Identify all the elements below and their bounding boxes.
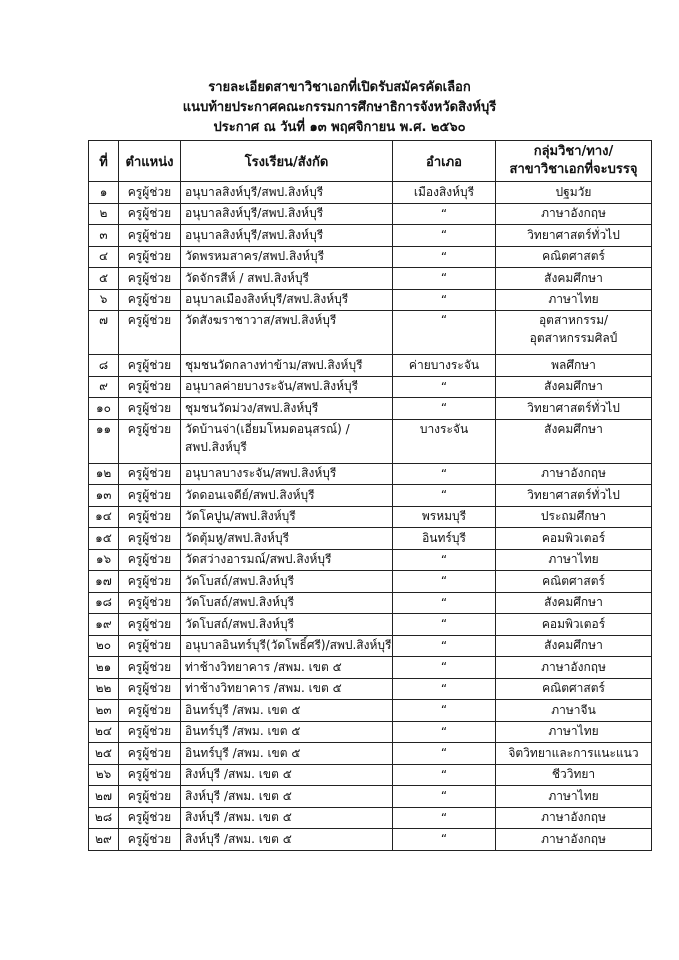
- cell-school: ท่าช้างวิทยาคาร /สพม. เขต ๕: [181, 657, 393, 679]
- cell-subject: วิทยาศาสตร์ทั่วไป: [496, 398, 652, 420]
- cell-subject: ภาษาจีน: [496, 700, 652, 722]
- cell-no: ๒๗: [89, 786, 119, 808]
- cell-subject-line1: อุตสาหกรรม/: [538, 313, 609, 327]
- cell-district: อินทร์บุรี: [393, 528, 496, 550]
- cell-school: วัดตุ้มหู/สพป.สิงห์บุรี: [181, 528, 393, 550]
- cell-subject: ภาษาอังกฤษ: [496, 807, 652, 829]
- cell-school: วัดจักรสีห์ / สพป.สิงห์บุรี: [181, 268, 393, 290]
- cell-school: สิงห์บุรี /สพม. เขต ๕: [181, 807, 393, 829]
- table-row: [89, 786, 652, 808]
- cell-no: ๒๓: [89, 700, 119, 722]
- cell-subject: ภาษาอังกฤษ: [496, 463, 652, 485]
- cell-school: อนุบาลค่ายบางระจัน/สพป.สิงห์บุรี: [181, 376, 393, 398]
- cell-district: “: [393, 829, 496, 851]
- cell-school-line1: วัดบ้านจ่า(เอี่ยมโหมดอนุสรณ์) /: [185, 421, 350, 436]
- column-header-district: อำเภอ: [393, 141, 496, 182]
- table-row: [89, 678, 652, 700]
- cell-district: บางระจัน: [393, 419, 496, 463]
- table-row: [89, 246, 652, 268]
- cell-district: ค่ายบางระจัน: [393, 355, 496, 377]
- cell-subject: คณิตศาสตร์: [496, 246, 652, 268]
- cell-district: “: [393, 786, 496, 808]
- table-row: [89, 398, 652, 420]
- cell-district: “: [393, 764, 496, 786]
- cell-position: ครูผู้ช่วย: [119, 463, 181, 485]
- cell-subject: สังคมศึกษา: [496, 376, 652, 398]
- cell-subject: พลศึกษา: [496, 355, 652, 377]
- column-header-position: ตำแหน่ง: [119, 141, 181, 182]
- cell-no: ๗: [89, 311, 119, 355]
- cell-district: “: [393, 225, 496, 247]
- cell-district: “: [393, 657, 496, 679]
- cell-district: “: [393, 376, 496, 398]
- cell-district: พรหมบุรี: [393, 506, 496, 528]
- column-header-subject-line2: สาขาวิชาเอกที่จะบรรจุ: [509, 162, 638, 177]
- cell-subject: ภาษาไทย: [496, 786, 652, 808]
- cell-position: ครูผู้ช่วย: [119, 829, 181, 851]
- table-row: [89, 485, 652, 507]
- cell-school: วัดสว่างอารมณ์/สพป.สิงห์บุรี: [181, 549, 393, 571]
- cell-subject: ประถมศึกษา: [496, 506, 652, 528]
- cell-district: “: [393, 721, 496, 743]
- cell-position: ครูผู้ช่วย: [119, 657, 181, 679]
- table-header-row: [89, 141, 652, 182]
- cell-district: “: [393, 743, 496, 765]
- cell-school: อนุบาลสิงห์บุรี/สพป.สิงห์บุรี: [181, 225, 393, 247]
- cell-subject: ภาษาไทย: [496, 721, 652, 743]
- cell-school: อนุบาลบางระจัน/สพป.สิงห์บุรี: [181, 463, 393, 485]
- cell-school: อนุบาลอินทร์บุรี(วัดโพธิ์ศรี)/สพป.สิงห์บุรี: [181, 635, 393, 657]
- cell-no: ๒๐: [89, 635, 119, 657]
- cell-school: สิงห์บุรี /สพม. เขต ๕: [181, 786, 393, 808]
- cell-school: วัดพรหมสาคร/สพป.สิงห์บุรี: [181, 246, 393, 268]
- cell-school: อนุบาลสิงห์บุรี/สพป.สิงห์บุรี: [181, 182, 393, 204]
- cell-position: ครูผู้ช่วย: [119, 807, 181, 829]
- cell-position: ครูผู้ช่วย: [119, 571, 181, 593]
- cell-district: “: [393, 592, 496, 614]
- cell-no: ๔: [89, 246, 119, 268]
- table-row: [89, 463, 652, 485]
- cell-subject: ภาษาไทย: [496, 549, 652, 571]
- table-row: [89, 743, 652, 765]
- header-title: รายละเอียดสาขาวิชาเอกที่เปิดรับสมัครคัดเลือก: [208, 80, 471, 95]
- cell-district: เมืองสิงห์บุรี: [393, 182, 496, 204]
- cell-no: ๑๖: [89, 549, 119, 571]
- cell-district: “: [393, 398, 496, 420]
- cell-district: “: [393, 246, 496, 268]
- cell-position: ครูผู้ช่วย: [119, 592, 181, 614]
- table-row: [89, 635, 652, 657]
- cell-subject: วิทยาศาสตร์ทั่วไป: [496, 225, 652, 247]
- cell-subject: สังคมศึกษา: [496, 419, 652, 463]
- cell-district: “: [393, 635, 496, 657]
- cell-district: “: [393, 463, 496, 485]
- table-row: [89, 419, 652, 463]
- cell-no: ๒๖: [89, 764, 119, 786]
- cell-position: ครูผู้ช่วย: [119, 355, 181, 377]
- cell-school: อนุบาลเมืองสิงห์บุรี/สพป.สิงห์บุรี: [181, 289, 393, 311]
- cell-subject: สังคมศึกษา: [496, 592, 652, 614]
- cell-no: ๑๘: [89, 592, 119, 614]
- cell-no: ๖: [89, 289, 119, 311]
- cell-no: ๑๔: [89, 506, 119, 528]
- cell-school: อินทร์บุรี /สพม. เขต ๕: [181, 743, 393, 765]
- cell-subject: คอมพิวเตอร์: [496, 528, 652, 550]
- table-row: [89, 807, 652, 829]
- cell-no: ๓: [89, 225, 119, 247]
- table-row: [89, 764, 652, 786]
- cell-school: ชุมชนวัดม่วง/สพป.สิงห์บุรี: [181, 398, 393, 420]
- cell-subject: ภาษาไทย: [496, 289, 652, 311]
- cell-subject: สังคมศึกษา: [496, 635, 652, 657]
- cell-position: ครูผู้ช่วย: [119, 743, 181, 765]
- header-subtitle: แนบท้ายประกาศคณะกรรมการศึกษาธิการจังหวัดสิงห์บุรี: [182, 100, 497, 115]
- cell-no: ๒๔: [89, 721, 119, 743]
- cell-school: วัดโบสถ์/สพป.สิงห์บุรี: [181, 614, 393, 636]
- cell-position: ครูผู้ช่วย: [119, 246, 181, 268]
- cell-position: ครูผู้ช่วย: [119, 635, 181, 657]
- table-row: [89, 506, 652, 528]
- cell-no: ๙: [89, 376, 119, 398]
- cell-subject-line2: อุตสาหกรรมศิลป์: [529, 331, 618, 345]
- cell-school: อนุบาลสิงห์บุรี/สพป.สิงห์บุรี: [181, 203, 393, 225]
- cell-district: “: [393, 571, 496, 593]
- cell-subject: วิทยาศาสตร์ทั่วไป: [496, 485, 652, 507]
- cell-no: ๑: [89, 182, 119, 204]
- table-row: [89, 289, 652, 311]
- cell-position: ครูผู้ช่วย: [119, 398, 181, 420]
- cell-district: “: [393, 289, 496, 311]
- table-row: [89, 376, 652, 398]
- cell-no: ๕: [89, 268, 119, 290]
- column-header-subject-line1: กลุ่มวิชา/ทาง/: [533, 144, 614, 159]
- column-header-no: ที่: [89, 141, 119, 182]
- cell-position: ครูผู้ช่วย: [119, 182, 181, 204]
- cell-subject: ภาษาอังกฤษ: [496, 203, 652, 225]
- table-row: [89, 528, 652, 550]
- cell-position: ครูผู้ช่วย: [119, 419, 181, 463]
- cell-no: ๒๒: [89, 678, 119, 700]
- cell-subject: คณิตศาสตร์: [496, 678, 652, 700]
- cell-position: ครูผู้ช่วย: [119, 203, 181, 225]
- cell-district: “: [393, 700, 496, 722]
- cell-school: อินทร์บุรี /สพม. เขต ๕: [181, 700, 393, 722]
- cell-district: “: [393, 678, 496, 700]
- cell-position: ครูผู้ช่วย: [119, 268, 181, 290]
- cell-district: “: [393, 807, 496, 829]
- cell-school: วัดโคปูน/สพป.สิงห์บุรี: [181, 506, 393, 528]
- cell-position: ครูผู้ช่วย: [119, 549, 181, 571]
- cell-position: ครูผู้ช่วย: [119, 485, 181, 507]
- cell-district: “: [393, 549, 496, 571]
- table-row: [89, 311, 652, 355]
- cell-school: สิงห์บุรี /สพม. เขต ๕: [181, 764, 393, 786]
- cell-subject: ภาษาอังกฤษ: [496, 829, 652, 851]
- column-header-subject: [496, 141, 652, 182]
- table-row: [89, 203, 652, 225]
- cell-subject: ปฐมวัย: [496, 182, 652, 204]
- table-row: [89, 700, 652, 722]
- header-date: ประกาศ ณ วันที่ ๑๓ พฤศจิกายน พ.ศ. ๒๕๖๐: [213, 120, 466, 135]
- cell-position: ครูผู้ช่วย: [119, 764, 181, 786]
- cell-no: ๒๑: [89, 657, 119, 679]
- cell-position: ครูผู้ช่วย: [119, 376, 181, 398]
- cell-position: ครูผู้ช่วย: [119, 786, 181, 808]
- cell-district: “: [393, 268, 496, 290]
- cell-school: วัดโบสถ์/สพป.สิงห์บุรี: [181, 571, 393, 593]
- cell-subject: ชีววิทยา: [496, 764, 652, 786]
- cell-no: ๒๙: [89, 829, 119, 851]
- cell-subject: จิตวิทยาและการแนะแนว: [496, 743, 652, 765]
- cell-subject: ภาษาอังกฤษ: [496, 657, 652, 679]
- cell-position: ครูผู้ช่วย: [119, 700, 181, 722]
- table-row: [89, 592, 652, 614]
- cell-position: ครูผู้ช่วย: [119, 614, 181, 636]
- cell-school: ท่าช้างวิทยาคาร /สพม. เขต ๕: [181, 678, 393, 700]
- cell-district: “: [393, 614, 496, 636]
- positions-table: [88, 140, 652, 851]
- cell-no: ๑๕: [89, 528, 119, 550]
- cell-subject: คณิตศาสตร์: [496, 571, 652, 593]
- table-row: [89, 355, 652, 377]
- table-body: [89, 182, 652, 851]
- cell-school: [181, 419, 393, 463]
- cell-no: ๑๒: [89, 463, 119, 485]
- cell-school: ชุมชนวัดกลางท่าข้าม/สพป.สิงห์บุรี: [181, 355, 393, 377]
- cell-position: ครูผู้ช่วย: [119, 528, 181, 550]
- cell-school: สิงห์บุรี /สพม. เขต ๕: [181, 829, 393, 851]
- cell-school: วัดโบสถ์/สพป.สิงห์บุรี: [181, 592, 393, 614]
- cell-subject: คอมพิวเตอร์: [496, 614, 652, 636]
- table-row: [89, 225, 652, 247]
- table-row: [89, 614, 652, 636]
- cell-no: ๑๓: [89, 485, 119, 507]
- cell-no: ๑๑: [89, 419, 119, 463]
- cell-district: “: [393, 203, 496, 225]
- cell-no: ๑๗: [89, 571, 119, 593]
- cell-position: ครูผู้ช่วย: [119, 678, 181, 700]
- table-row: [89, 549, 652, 571]
- column-header-school: โรงเรียน/สังกัด: [181, 141, 393, 182]
- cell-position: ครูผู้ช่วย: [119, 289, 181, 311]
- cell-school: อินทร์บุรี /สพม. เขต ๕: [181, 721, 393, 743]
- cell-subject: [496, 311, 652, 355]
- table-row: [89, 268, 652, 290]
- cell-district: “: [393, 485, 496, 507]
- cell-no: ๑๐: [89, 398, 119, 420]
- cell-no: ๒: [89, 203, 119, 225]
- cell-no: ๒๕: [89, 743, 119, 765]
- cell-no: ๑๙: [89, 614, 119, 636]
- table-row: [89, 657, 652, 679]
- table-row: [89, 829, 652, 851]
- cell-no: ๘: [89, 355, 119, 377]
- cell-position: ครูผู้ช่วย: [119, 311, 181, 355]
- cell-position: ครูผู้ช่วย: [119, 721, 181, 743]
- table-row: [89, 721, 652, 743]
- cell-subject: สังคมศึกษา: [496, 268, 652, 290]
- cell-school: วัดดอนเจดีย์/สพป.สิงห์บุรี: [181, 485, 393, 507]
- cell-school: วัดสังฆราชาวาส/สพป.สิงห์บุรี: [181, 311, 393, 355]
- table-row: [89, 182, 652, 204]
- cell-position: ครูผู้ช่วย: [119, 225, 181, 247]
- cell-no: ๒๘: [89, 807, 119, 829]
- document-header: [0, 78, 679, 138]
- table-row: [89, 571, 652, 593]
- cell-position: ครูผู้ช่วย: [119, 506, 181, 528]
- cell-district: “: [393, 311, 496, 355]
- cell-school-line2: สพป.สิงห์บุรี: [185, 439, 247, 454]
